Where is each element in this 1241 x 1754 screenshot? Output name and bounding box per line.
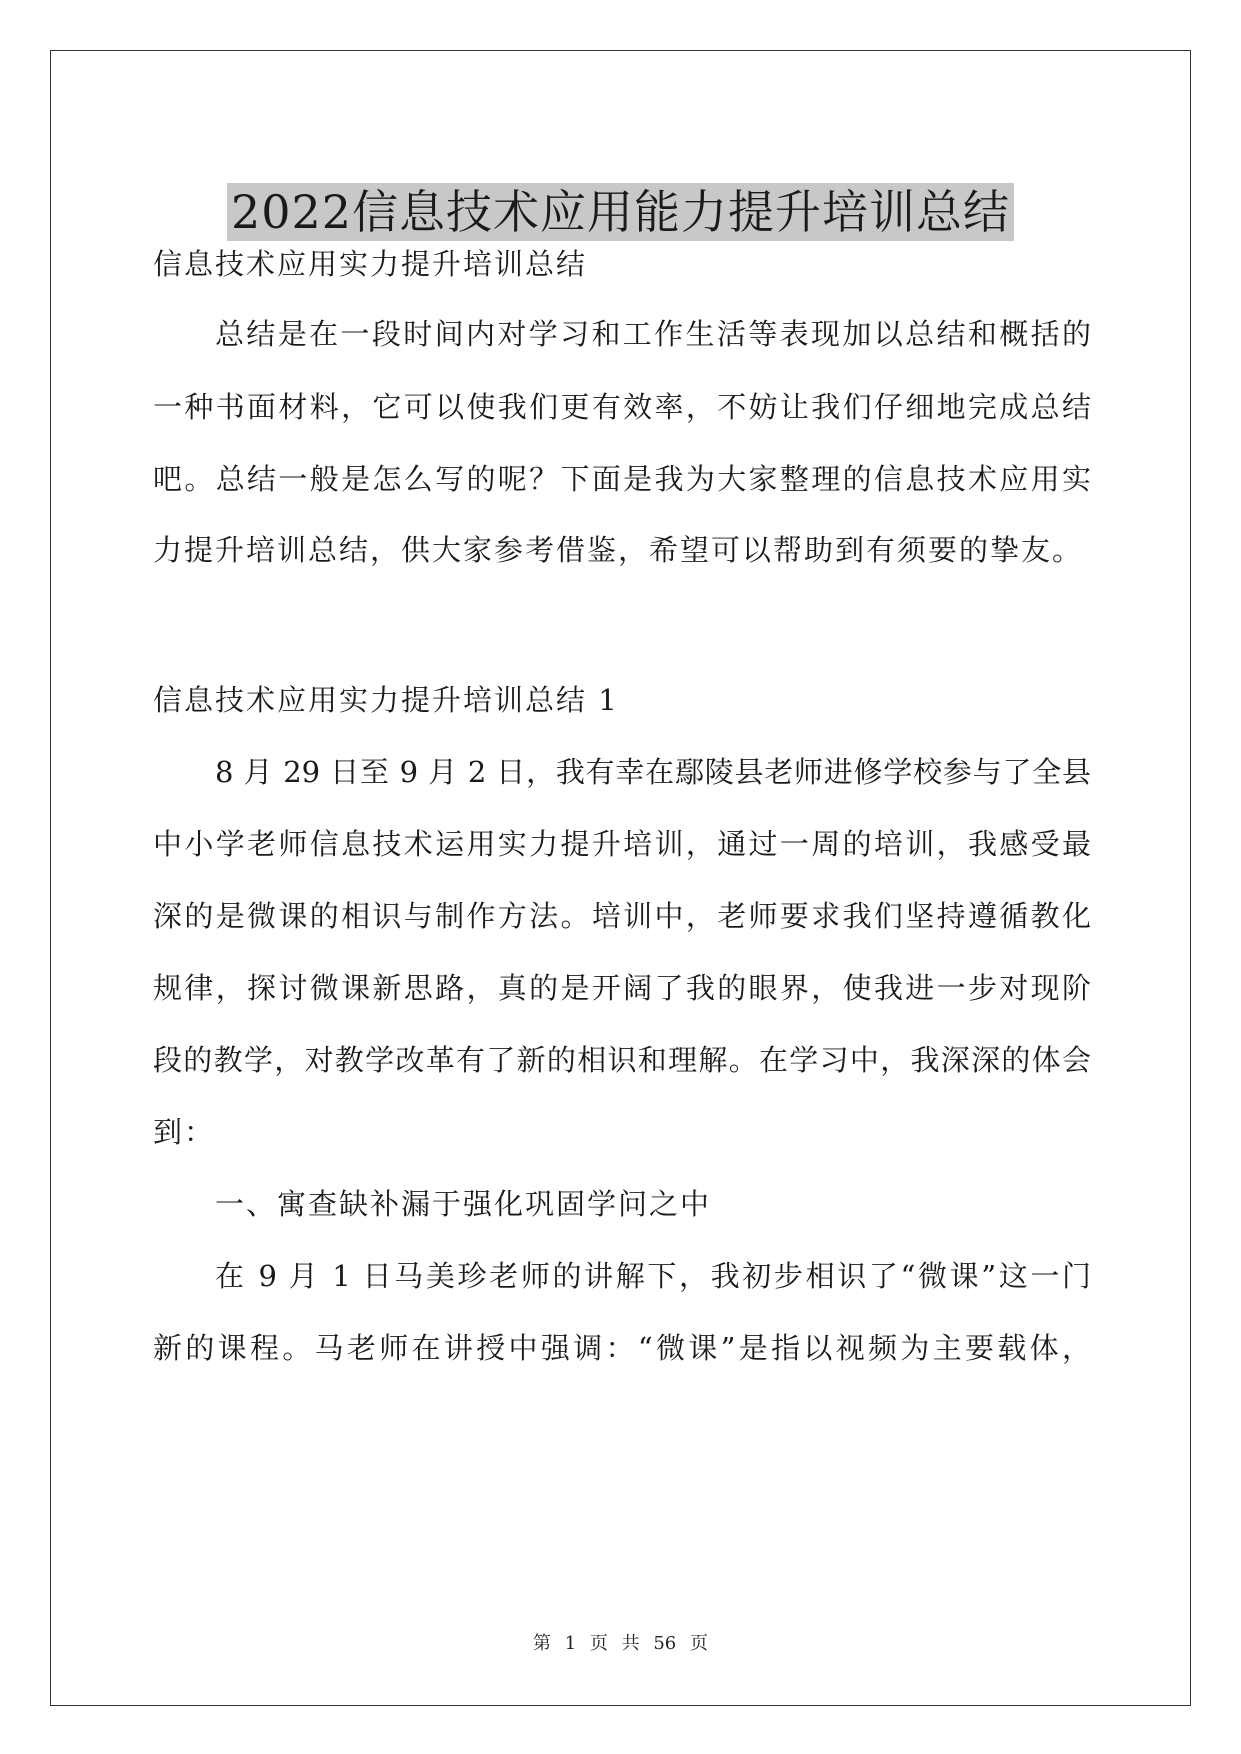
- body-line: 中小学老师信息技术运用实力提升培训，通过一周的培训，我感受最: [153, 827, 1091, 861]
- page-footer: 第 1 页 共 56 页: [533, 1633, 708, 1654]
- section-heading: 信息技术应用实力提升培训总结 1: [153, 683, 619, 717]
- body-line: 8 月 29 日至 9 月 2 日，我有幸在鄢陵县老师进修学校参与了全县: [215, 755, 1091, 789]
- subsection-heading: 一、寓查缺补漏于强化巩固学问之中: [215, 1187, 712, 1221]
- body-line: 深的是微课的相识与制作方法。培训中，老师要求我们坚持遵循教化: [153, 899, 1091, 933]
- body-line: 力提升培训总结，供大家参考借鉴，希望可以帮助到有须要的挚友。: [153, 533, 1084, 567]
- subtitle-line: 信息技术应用实力提升培训总结: [153, 247, 588, 281]
- page-border: [50, 50, 1191, 1706]
- body-line: 吧。总结一般是怎么写的呢？下面是我为大家整理的信息技术应用实: [153, 462, 1091, 496]
- body-line: 总结是在一段时间内对学习和工作生活等表现加以总结和概括的: [215, 317, 1091, 351]
- body-line: 在 9 月 1 日马美珍老师的讲解下，我初步相识了“微课”这一门: [215, 1259, 1091, 1293]
- document-title: 2022信息技术应用能力提升培训总结: [227, 183, 1014, 241]
- body-line: 到：: [153, 1115, 216, 1149]
- body-line: 一种书面材料，它可以使我们更有效率，不妨让我们仔细地完成总结: [153, 390, 1091, 424]
- body-line: 规律，探讨微课新思路，真的是开阔了我的眼界，使我进一步对现阶: [153, 971, 1091, 1005]
- body-line: 新的课程。马老师在讲授中强调：“微课”是指以视频为主要载体，: [153, 1331, 1091, 1365]
- body-line: 段的教学，对教学改革有了新的相识和理解。在学习中，我深深的体会: [153, 1043, 1091, 1077]
